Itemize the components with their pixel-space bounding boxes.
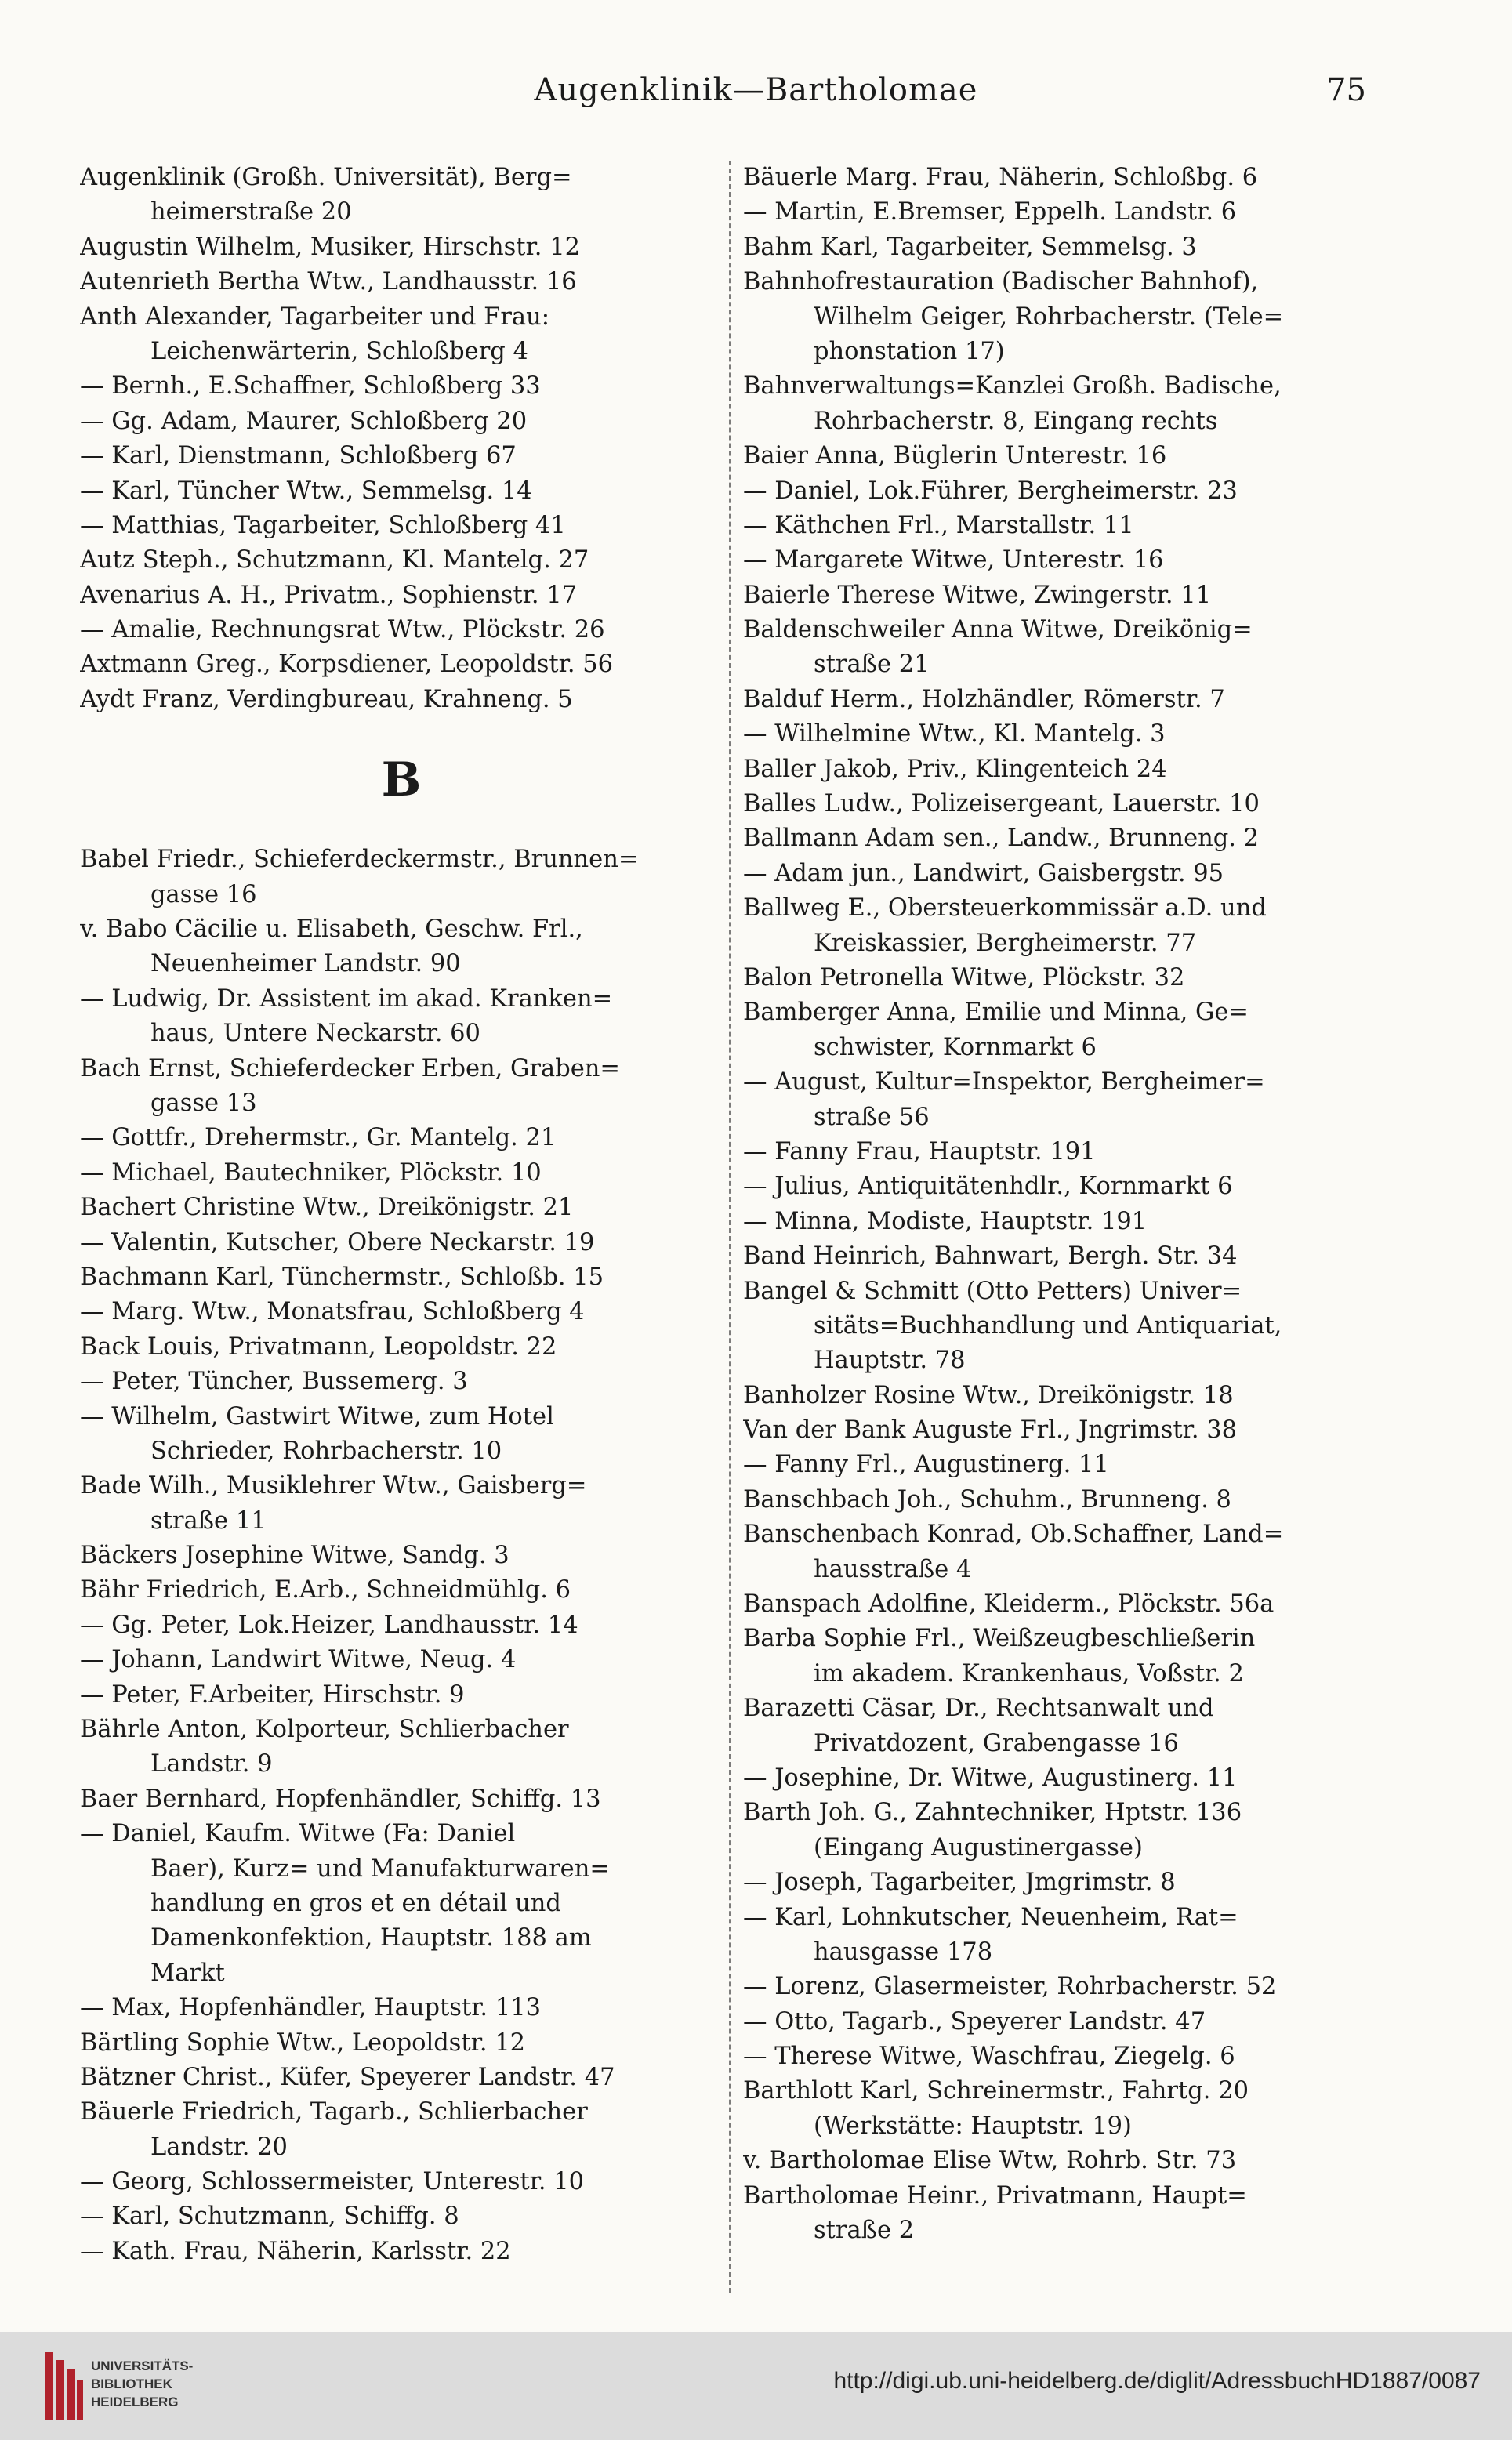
directory-entry-line: Bahnverwaltungs=Kanzlei Großh. Badische, [743,372,1282,401]
directory-entry-line: Bärtling Sophie Wtw., Leopoldstr. 12 [80,2028,526,2057]
directory-entry-line: Axtmann Greg., Korpsdiener, Leopoldstr. 56 [80,651,614,679]
directory-entry-line: phonstation 17) [814,337,1005,365]
directory-entry-line: — Ludwig, Dr. Assistent im akad. Kranken= [80,984,613,1013]
directory-entry-line: Ballweg E., Obersteuerkommissär a.D. und [743,894,1267,923]
directory-entry-line: — Käthchen Frl., Marstallstr. 11 [743,511,1134,539]
directory-entry-line: — Georg, Schlossermeister, Unterestr. 10 [80,2168,585,2196]
directory-entry-line: — Josephine, Dr. Witwe, Augustinerg. 11 [743,1764,1238,1792]
directory-entry-line: Balles Ludw., Polizeisergeant, Lauerstr. 10 [743,790,1260,818]
directory-entry-line: Bahnhofrestauration (Badischer Bahnhof), [743,268,1259,296]
directory-entry-line: gasse 13 [150,1089,257,1117]
directory-entry-line: Van der Bank Auguste Frl., Jngrimstr. 38 [743,1416,1238,1445]
directory-entry-line: Barth Joh. G., Zahntechniker, Hptstr. 136 [743,1799,1242,1827]
directory-entry-line: v. Bartholomae Elise Wtw, Rohrb. Str. 73 [743,2147,1237,2175]
directory-entry-line: Barba Sophie Frl., Weißzeugbeschließerin [743,1625,1256,1653]
directory-entry-line: — Daniel, Kaufm. Witwe (Fa: Daniel [80,1820,516,1848]
section-letter-heading: B [381,752,422,808]
directory-entry-line: haus, Untere Neckarstr. 60 [150,1020,480,1048]
directory-entry-line: — Lorenz, Glasermeister, Rohrbacherstr. 52 [743,1973,1277,2001]
directory-entry-line: — Gg. Adam, Maurer, Schloßberg 20 [80,407,528,435]
directory-entry-line: Avenarius A. H., Privatm., Sophienstr. 17 [80,581,578,609]
directory-entry-line: Anth Alexander, Tagarbeiter und Frau: [80,303,550,331]
directory-entry-line: (Werkstätte: Hauptstr. 19) [814,2112,1132,2140]
directory-entry-line: — Gg. Peter, Lok.Heizer, Landhausstr. 14 [80,1611,578,1639]
directory-entry-line: Bäuerle Marg. Frau, Näherin, Schloßbg. 6 [743,164,1258,191]
directory-entry-line: Landstr. 20 [150,2133,288,2161]
directory-entry-line: — Daniel, Lok.Führer, Bergheimerstr. 23 [743,477,1238,505]
directory-entry-line: Baldenschweiler Anna Witwe, Dreikönig= [743,616,1253,644]
directory-entry-line: — Amalie, Rechnungsrat Wtw., Plöckstr. 26 [80,616,605,644]
directory-entry-line: Autz Steph., Schutzmann, Kl. Mantelg. 27 [80,546,589,575]
directory-entry-line: Banschenbach Konrad, Ob.Schaffner, Land= [743,1521,1284,1549]
directory-entry-line: Damenkonfektion, Hauptstr. 188 am [150,1924,592,1952]
directory-entry-line: Baierle Therese Witwe, Zwingerstr. 11 [743,581,1212,609]
directory-entry-line: — Margarete Witwe, Unterestr. 16 [743,546,1164,575]
directory-entry-line: Band Heinrich, Bahnwart, Bergh. Str. 34 [743,1242,1238,1271]
library-logo-icon [45,2352,83,2420]
directory-entry-line: Baer), Kurz= und Manufakturwaren= [150,1854,610,1883]
directory-entry-line: Barthlott Karl, Schreinermstr., Fahrtg. 20 [743,2077,1249,2105]
directory-entry-line: — Martin, E.Bremser, Eppelh. Landstr. 6 [743,198,1237,227]
directory-entry-line: — Fanny Frau, Hauptstr. 191 [743,1137,1096,1166]
directory-entry-line: Banschbach Joh., Schuhm., Brunneng. 8 [743,1485,1231,1514]
directory-entry-line: — Marg. Wtw., Monatsfrau, Schloßberg 4 [80,1298,585,1326]
directory-entry-line: — Valentin, Kutscher, Obere Neckarstr. 19 [80,1228,595,1256]
directory-entry-line: im akadem. Krankenhaus, Voßstr. 2 [814,1659,1244,1688]
directory-entry-line: Bätzner Christ., Küfer, Speyerer Landstr. 47 [80,2063,615,2091]
directory-entry-line: — Wilhelmine Wtw., Kl. Mantelg. 3 [743,720,1166,749]
directory-entry-line: Aydt Franz, Verdingbureau, Krahneng. 5 [80,685,573,713]
directory-entry-line: — Wilhelm, Gastwirt Witwe, zum Hotel [80,1402,554,1430]
directory-entry-line: — Karl, Tüncher Wtw., Semmelsg. 14 [80,477,532,505]
directory-entry-line: v. Babo Cäcilie u. Elisabeth, Geschw. Frl., [80,915,583,944]
directory-entry-line: Bangel & Schmitt (Otto Petters) Univer= [743,1277,1242,1305]
directory-entry-line: — Therese Witwe, Waschfrau, Ziegelg. 6 [743,2043,1235,2071]
directory-entry-line: — Adam jun., Landwirt, Gaisbergstr. 95 [743,859,1224,887]
directory-entry-line: — Karl, Dienstmann, Schloßberg 67 [80,442,517,470]
source-url[interactable]: http://digi.ub.uni-heidelberg.de/diglit/AdressbuchHD1887/0087 [833,2368,1481,2394]
directory-entry-line: — Johann, Landwirt Witwe, Neug. 4 [80,1646,517,1674]
directory-entry-line: — Julius, Antiquitätenhdlr., Kornmarkt 6 [743,1173,1233,1201]
directory-entry-line: handlung en gros et en détail und [150,1889,561,1917]
right-column [743,161,1378,2248]
directory-entry-line: Markt [150,1959,225,1987]
page-header-title: Augenklinik—Bartholomae [534,72,978,108]
directory-entry-line: Bachmann Karl, Tünchermstr., Schloßb. 15 [80,1263,604,1291]
directory-entry-line: Hauptstr. 78 [814,1347,966,1375]
column-divider [729,161,731,2293]
directory-entry-line: Bartholomae Heinr., Privatmann, Haupt= [743,2181,1247,2210]
directory-entry-line: Kreiskassier, Bergheimerstr. 77 [814,929,1197,957]
directory-entry-line: — Minna, Modiste, Hauptstr. 191 [743,1207,1148,1235]
directory-entry-line: hausstraße 4 [814,1555,972,1583]
directory-entry-line: Banspach Adolfine, Kleiderm., Plöckstr. 56a [743,1590,1275,1619]
directory-entry-line: — Karl, Lohnkutscher, Neuenheim, Rat= [743,1903,1238,1931]
directory-entry-line: Privatdozent, Grabengasse 16 [814,1729,1179,1757]
directory-entry-line: heimerstraße 20 [150,198,352,227]
directory-entry-line: Baer Bernhard, Hopfenhändler, Schiffg. 13 [80,1785,601,1813]
directory-entry-line: Autenrieth Bertha Wtw., Landhausstr. 16 [80,268,577,296]
directory-entry-line: Bährle Anton, Kolporteur, Schlierbacher [80,1716,569,1744]
directory-entry-line: — Max, Hopfenhändler, Hauptstr. 113 [80,1994,542,2022]
directory-entry-line: Bamberger Anna, Emilie und Minna, Ge= [743,999,1249,1027]
directory-entry-line: Landstr. 9 [150,1750,273,1778]
directory-entry-line: — Peter, F.Arbeiter, Hirschstr. 9 [80,1680,465,1709]
directory-entry-line: Bachert Christine Wtw., Dreikönigstr. 21 [80,1194,574,1222]
directory-entry-line: Leichenwärterin, Schloßberg 4 [150,337,528,365]
directory-entry-line: straße 56 [814,1103,930,1131]
directory-entry-line: — Fanny Frl., Augustinerg. 11 [743,1451,1109,1479]
directory-entry-line: Bach Ernst, Schieferdecker Erben, Graben= [80,1054,620,1082]
directory-entry-line: (Eingang Augustinergasse) [814,1833,1143,1862]
directory-entry-line: Bäckers Josephine Witwe, Sandg. 3 [80,1542,509,1570]
directory-entry-line: Rohrbacherstr. 8, Eingang rechts [814,407,1218,435]
directory-entry-line: hausgasse 178 [814,1938,993,1966]
directory-entry-line: Augenklinik (Großh. Universität), Berg= [80,164,572,191]
library-name: UNIVERSITÄTS- BIBLIOTHEK HEIDELBERG [91,2358,194,2409]
left-column [80,161,723,2269]
directory-entry-line: Balduf Herm., Holzhändler, Römerstr. 7 [743,685,1225,713]
directory-entry-line: Augustin Wilhelm, Musiker, Hirschstr. 12 [80,233,580,261]
directory-entry-line: Back Louis, Privatmann, Leopoldstr. 22 [80,1332,557,1361]
directory-entry-line: Bähr Friedrich, E.Arb., Schneidmühlg. 6 [80,1576,571,1604]
footer-bar [0,2332,1512,2440]
directory-entry-line: gasse 16 [150,880,257,908]
directory-entry-line: — Michael, Bautechniker, Plöckstr. 10 [80,1158,542,1187]
directory-entry-line: — Peter, Tüncher, Bussemerg. 3 [80,1368,468,1396]
directory-entry-line: — Kath. Frau, Näherin, Karlsstr. 22 [80,2237,511,2265]
directory-entry-line: — Matthias, Tagarbeiter, Schloßberg 41 [80,511,566,539]
directory-entry-line: Bäuerle Friedrich, Tagarb., Schlierbacher [80,2098,588,2126]
directory-entry-line: Baier Anna, Büglerin Unterestr. 16 [743,442,1167,470]
directory-entry-line: Bade Wilh., Musiklehrer Wtw., Gaisberg= [80,1472,587,1500]
directory-entry-line: Ballmann Adam sen., Landw., Brunneng. 2 [743,825,1260,853]
directory-entry-line: — Karl, Schutzmann, Schiffg. 8 [80,2203,459,2231]
directory-entry-line: Neuenheimer Landstr. 90 [150,950,461,978]
page-number: 75 [1326,72,1366,108]
directory-entry-line: sitäts=Buchhandlung und Antiquariat, [814,1311,1282,1340]
directory-entry-line: Barazetti Cäsar, Dr., Rechtsanwalt und [743,1695,1214,1723]
directory-entry-line: — August, Kultur=Inspektor, Bergheimer= [743,1068,1265,1097]
directory-entry-line: schwister, Kornmarkt 6 [814,1033,1097,1061]
directory-entry-line: straße 2 [814,2217,915,2245]
directory-entry-line: Balon Petronella Witwe, Plöckstr. 32 [743,963,1185,992]
directory-entry-line: Schrieder, Rohrbacherstr. 10 [150,1437,502,1465]
directory-entry-line: — Joseph, Tagarbeiter, Jmgrimstr. 8 [743,1869,1176,1897]
directory-entry-line: — Bernh., E.Schaffner, Schloßberg 33 [80,372,541,401]
directory-entry-line: Wilhelm Geiger, Rohrbacherstr. (Tele= [814,303,1284,331]
directory-entry-line: — Gottfr., Drehermstr., Gr. Mantelg. 21 [80,1124,557,1152]
directory-entry-line: Banholzer Rosine Wtw., Dreikönigstr. 18 [743,1381,1234,1409]
directory-entry-line: straße 11 [150,1506,267,1535]
directory-entry-line: — Otto, Tagarb., Speyerer Landstr. 47 [743,2007,1206,2036]
directory-entry-line: Babel Friedr., Schieferdeckermstr., Brunnen= [80,846,639,874]
directory-entry-line: straße 21 [814,651,930,679]
directory-entry-line: Bahm Karl, Tagarbeiter, Semmelsg. 3 [743,233,1197,261]
directory-entry-line: Baller Jakob, Priv., Klingenteich 24 [743,755,1167,783]
